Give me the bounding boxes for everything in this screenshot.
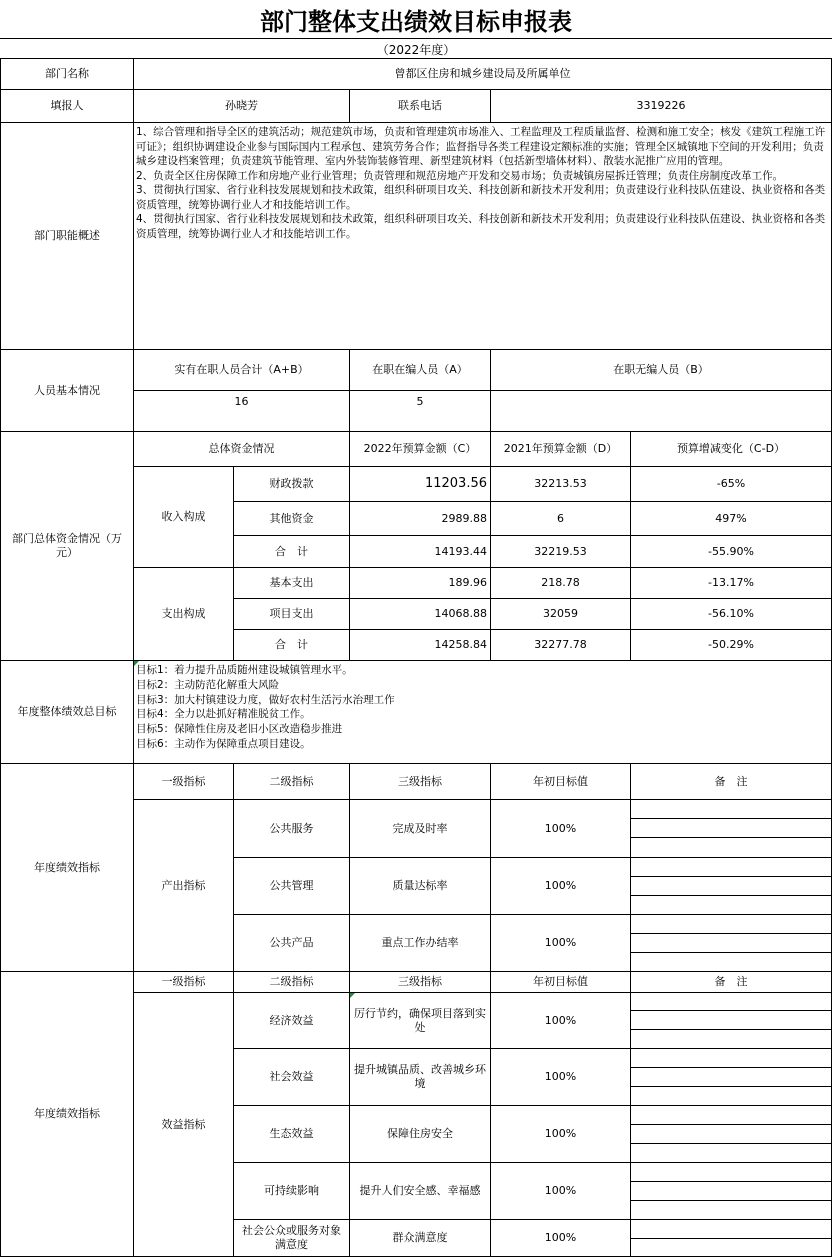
income-label: 收入构成 xyxy=(133,466,234,568)
indicator-l2: 可持续影响 xyxy=(233,1162,350,1220)
functions-label: 部门职能概述 xyxy=(0,122,134,350)
funds-header-c: 2022年预算金额（C） xyxy=(349,431,491,467)
indicator-l3: 完成及时率 xyxy=(349,799,491,858)
income-c: 2989.88 xyxy=(349,501,491,536)
income-d: 32213.53 xyxy=(490,466,631,502)
goal-item: 目标3：加大村镇建设力度，做好农村生活污水治理工作 xyxy=(136,693,395,706)
indicator-l3: 质量达标率 xyxy=(349,857,491,915)
income-diff: -55.90% xyxy=(630,535,832,568)
income-name: 合 计 xyxy=(233,535,350,568)
note-divider-line xyxy=(630,1238,832,1239)
indicator-note xyxy=(630,992,832,1049)
indicator-l2: 生态效益 xyxy=(233,1105,350,1163)
income-d: 32219.53 xyxy=(490,535,631,568)
indicator-target: 100% xyxy=(490,1219,631,1257)
staff-a-label: 在职在编人员（A） xyxy=(349,349,491,391)
function-item: 2、负责全区住房保障工作和房地产业行业管理；负责管理和规范房地产开发和交易市场；负责城镇房屋拆迁管理；负责住房制度改革工作。 xyxy=(136,169,784,182)
goals-label: 年度整体绩效总目标 xyxy=(0,660,134,764)
function-item: 3、贯彻执行国家、省行业科技发展规划和技术政策，组织科研项目攻关、科技创新和新技术开发利用；负责建设行业科技队伍建设、执业资格和各类资质管理，统筹协调行业人才和技能培训工作。 xyxy=(136,184,826,211)
income-diff: -65% xyxy=(630,466,832,502)
indicator-l3: 群众满意度 xyxy=(349,1219,491,1257)
expense-diff: -13.17% xyxy=(630,567,832,599)
indicator-header-target: 年初目标值 xyxy=(490,763,631,800)
note-divider-line xyxy=(630,895,832,896)
expense-name: 合 计 xyxy=(233,629,350,661)
note-divider-line xyxy=(630,1143,832,1144)
expense-d: 218.78 xyxy=(490,567,631,599)
income-name: 其他资金 xyxy=(233,501,350,536)
funds-header-diff: 预算增减变化（C-D） xyxy=(630,431,832,467)
indicator-level1: 产出指标 xyxy=(133,799,234,972)
indicator-note xyxy=(630,1162,832,1220)
indicator-target: 100% xyxy=(490,799,631,858)
indicators-label: 年度绩效指标 xyxy=(0,971,134,1257)
indicator-level1: 效益指标 xyxy=(133,992,234,1257)
expense-diff: -50.29% xyxy=(630,629,832,661)
phone-label: 联系电话 xyxy=(349,89,491,123)
income-diff: 497% xyxy=(630,501,832,536)
indicator-header-l2: 二级指标 xyxy=(233,763,350,800)
expense-diff: -56.10% xyxy=(630,598,832,630)
expense-label: 支出构成 xyxy=(133,567,234,661)
note-divider-line xyxy=(630,933,832,934)
indicator-l2: 社会公众或服务对象满意度 xyxy=(233,1219,350,1257)
goal-item: 目标2：主动防范化解重大风险 xyxy=(136,678,280,691)
expense-d: 32277.78 xyxy=(490,629,631,661)
indicator-target: 100% xyxy=(490,1162,631,1220)
indicator-header-note: 备 注 xyxy=(630,763,832,800)
expense-name: 基本支出 xyxy=(233,567,350,599)
indicator-header-target: 年初目标值 xyxy=(490,971,631,993)
staff-total-label: 实有在职人员合计（A+B） xyxy=(133,349,350,391)
indicator-note xyxy=(630,1048,832,1106)
indicator-note xyxy=(630,857,832,915)
goal-item: 目标6：主动作为保障重点项目建设。 xyxy=(136,737,311,750)
note-divider-line xyxy=(630,1086,832,1087)
comment-marker xyxy=(134,661,139,666)
expense-d: 32059 xyxy=(490,598,631,630)
indicator-header-note: 备 注 xyxy=(630,971,832,993)
dept-name-value: 曾都区住房和城乡建设局及所属单位 xyxy=(133,58,832,90)
indicator-target: 100% xyxy=(490,1048,631,1106)
staff-b-label: 在职无编人员（B） xyxy=(490,349,832,391)
indicator-l3-text: 厉行节约，确保项目落到实处 xyxy=(354,1006,486,1034)
indicator-header-l3: 三级指标 xyxy=(349,971,491,993)
note-divider-line xyxy=(630,1200,832,1201)
indicator-l2: 社会效益 xyxy=(233,1048,350,1106)
expense-c: 14068.88 xyxy=(349,598,491,630)
note-divider-line xyxy=(630,837,832,838)
expense-c: 189.96 xyxy=(349,567,491,599)
form-title: 部门整体支出绩效目标申报表 xyxy=(260,6,572,36)
indicator-l3: 保障住房安全 xyxy=(349,1105,491,1163)
function-item: 1、综合管理和指导全区的建筑活动；规范建筑市场，负责和管理建筑市场准入、工程监理及工程质量监督、检测和施工安全；核发《建筑工程施工许可证》；组织协调建设企业参与国际国内工程承包、建筑劳务合作；监督指导各类工程建设定额标准的实施；管理全区城镇地下空间的开发利用；负责城乡建设档案管理；负责建筑节能管理、室内外装饰装修管理、新型建筑材料（包括新型墙体材料）、散装水泥推广应用的管理。 xyxy=(136,126,826,167)
staff-label: 人员基本情况 xyxy=(0,349,134,432)
staff-b-value xyxy=(490,390,832,432)
indicator-l3: 重点工作办结率 xyxy=(349,914,491,972)
indicators-label: 年度绩效指标 xyxy=(0,763,134,972)
income-d: 6 xyxy=(490,501,631,536)
functions-text xyxy=(133,122,832,350)
goal-item: 目标1：着力提升品质随州建设城镇管理水平。 xyxy=(136,664,353,676)
indicator-l3: 提升人们安全感、幸福感 xyxy=(349,1162,491,1220)
indicator-l2: 公共产品 xyxy=(233,914,350,972)
indicator-target: 100% xyxy=(490,857,631,915)
form-year: （2022年度） xyxy=(0,38,832,59)
indicator-l3: 提升城镇品质、改善城乡环境 xyxy=(349,1048,491,1106)
goal-item: 目标5：保障性住房及老旧小区改造稳步推进 xyxy=(136,723,343,736)
indicator-note xyxy=(630,1105,832,1163)
funds-header-d: 2021年预算金额（D） xyxy=(490,431,631,467)
indicator-note xyxy=(630,914,832,972)
indicator-header-l3: 三级指标 xyxy=(349,763,491,800)
staff-a-value: 5 xyxy=(349,390,491,432)
note-divider-line xyxy=(630,818,832,819)
indicator-target: 100% xyxy=(490,992,631,1049)
income-name: 财政拨款 xyxy=(233,466,350,502)
comment-marker xyxy=(350,993,355,998)
goal-item: 目标4：全力以赴抓好精准脱贫工作。 xyxy=(136,708,311,721)
income-c: 11203.56 xyxy=(349,466,491,502)
staff-total-value: 16 xyxy=(133,390,350,432)
note-divider-line xyxy=(630,1067,832,1068)
funds-label: 部门总体资金情况（万元） xyxy=(0,431,134,661)
note-divider-line xyxy=(630,952,832,953)
indicator-header-l2: 二级指标 xyxy=(233,971,350,993)
indicator-header-l1: 一级指标 xyxy=(133,971,234,993)
note-divider-line xyxy=(630,1181,832,1182)
indicator-l3 xyxy=(349,992,491,1049)
filler-label: 填报人 xyxy=(0,89,134,123)
note-divider-line xyxy=(630,1029,832,1030)
indicator-note xyxy=(630,799,832,858)
note-divider-line xyxy=(630,1010,832,1011)
indicator-l2: 公共服务 xyxy=(233,799,350,858)
funds-header-overall: 总体资金情况 xyxy=(133,431,350,467)
phone-value: 3319226 xyxy=(490,89,832,123)
goals-text xyxy=(133,660,832,764)
function-item: 4、贯彻执行国家、省行业科技发展规划和技术政策，组织科研项目攻关、科技创新和新技术开发利用；负责建设行业科技队伍建设、执业资格和各类资质管理，统筹协调行业人才和技能培训工作。 xyxy=(136,213,826,240)
expense-name: 项目支出 xyxy=(233,598,350,630)
indicator-header-l1: 一级指标 xyxy=(133,763,234,800)
indicator-target: 100% xyxy=(490,914,631,972)
indicator-target: 100% xyxy=(490,1105,631,1163)
expense-c: 14258.84 xyxy=(349,629,491,661)
income-c: 14193.44 xyxy=(349,535,491,568)
note-divider-line xyxy=(630,876,832,877)
note-divider-line xyxy=(630,1124,832,1125)
filler-value: 孙晓芳 xyxy=(133,89,350,123)
indicator-l2: 经济效益 xyxy=(233,992,350,1049)
dept-name-label: 部门名称 xyxy=(0,58,134,90)
indicator-l2: 公共管理 xyxy=(233,857,350,915)
